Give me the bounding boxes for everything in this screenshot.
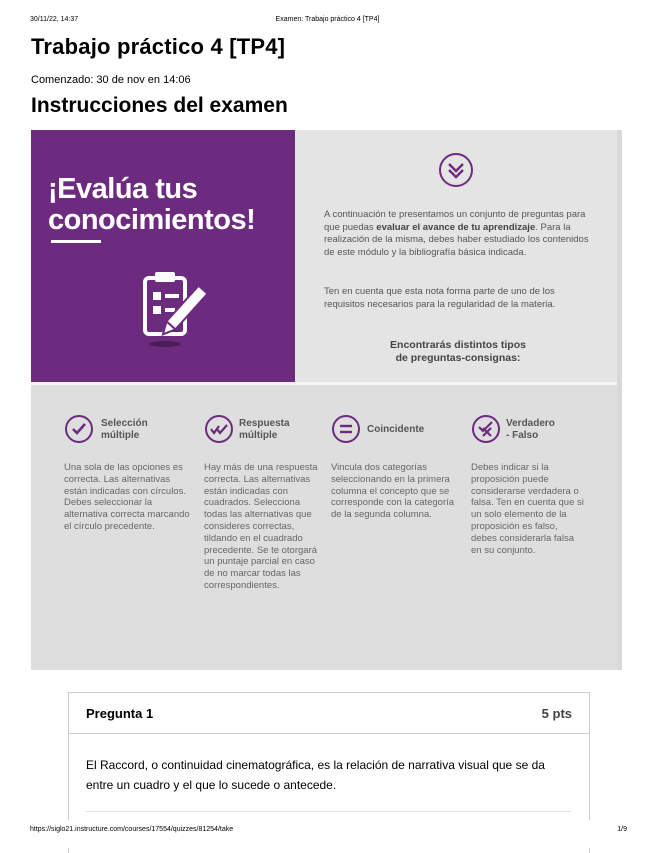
banner-scrollbar[interactable] (617, 130, 622, 670)
intro-paragraph: A continuación te presentamos un conjunto de preguntas para que puedas evaluar el avance de tu aprendizaje. Para la realización de la misma, debes haber estudiado los contenidos de este módulo y la bibliografía básica indicada. (324, 209, 589, 258)
type-title-verdadero: Verdadero - Falso (506, 418, 555, 441)
type-desc-verdadero: Debes indicar si la proposición puede considerarse verdadera o falsa. Ten en cuenta que si un solo elemento de la proposición es falso, debes considerarla falsa en su conjunto. (471, 462, 584, 556)
clipboard-pen-icon (139, 268, 209, 348)
heading-underline (51, 240, 101, 243)
type-title-coincidente: Coincidente (367, 424, 425, 435)
check-circle-icon (64, 414, 94, 444)
started-timestamp: Comenzado: 30 de nov en 14:06 (31, 74, 191, 86)
types-heading: Encontrarás distintos tipos de preguntas-consignas: (390, 339, 526, 364)
print-page-number: 1/9 (617, 826, 627, 833)
instructions-heading: Instrucciones del examen (31, 94, 288, 117)
equals-circle-icon (331, 414, 361, 444)
type-desc-respuesta: Hay más de una respuesta correcta. Las alternativas están indicadas con cuadrados. Selecciona todas las alternativas que consideres correctas, tildando en el cuadrado precedente. Se te otorgará un puntaje parcial en caso de no marcar todas las correspondientes. (204, 462, 318, 591)
check-cross-circle-icon (471, 414, 501, 444)
evalua-heading: ¡Evalúa tus conocimientos! (48, 173, 256, 236)
type-title-seleccion: Selección múltiple (101, 418, 148, 441)
chevron-down-circle-icon (438, 152, 474, 188)
double-check-circle-icon (204, 414, 234, 444)
type-title-respuesta: Respuesta múltiple (239, 418, 290, 441)
print-footer (0, 820, 655, 848)
note-paragraph: Ten en cuenta que esta nota forma parte de uno de los requisitos necesarios para la regularidad de la materia. (324, 286, 556, 310)
print-url: https://siglo21.instructure.com/courses/17554/quizzes/81254/take (30, 826, 234, 833)
type-desc-seleccion: Una sola de las opciones es correcta. Las alternativas están indicadas con círculos. Debes seleccionar la alternativa correcta marcando el círculo precedente. (64, 462, 190, 532)
type-desc-coincidente: Vincula dos categorías seleccionando en la primera columna el concepto que se corresponde con la categoría de la segunda columna. (331, 462, 455, 521)
question-name: Pregunta 1 (86, 706, 154, 721)
question-divider (86, 811, 571, 812)
question-header (69, 693, 589, 734)
evalua-panel (31, 130, 295, 382)
question-points: 5 pts (541, 706, 572, 721)
print-datetime: 30/11/22, 14:37 (30, 16, 79, 23)
page-title: Trabajo práctico 4 [TP4] (31, 34, 286, 59)
question-types-panel (31, 385, 622, 670)
print-doc-title: Examen: Trabajo práctico 4 [TP4] (275, 16, 380, 23)
question-text: El Raccord, o continuidad cinematográfica, es la relación de narrativa visual que se da entre un cuadro y el que lo sucede o antecede. (86, 758, 545, 792)
instructions-banner (31, 130, 622, 670)
